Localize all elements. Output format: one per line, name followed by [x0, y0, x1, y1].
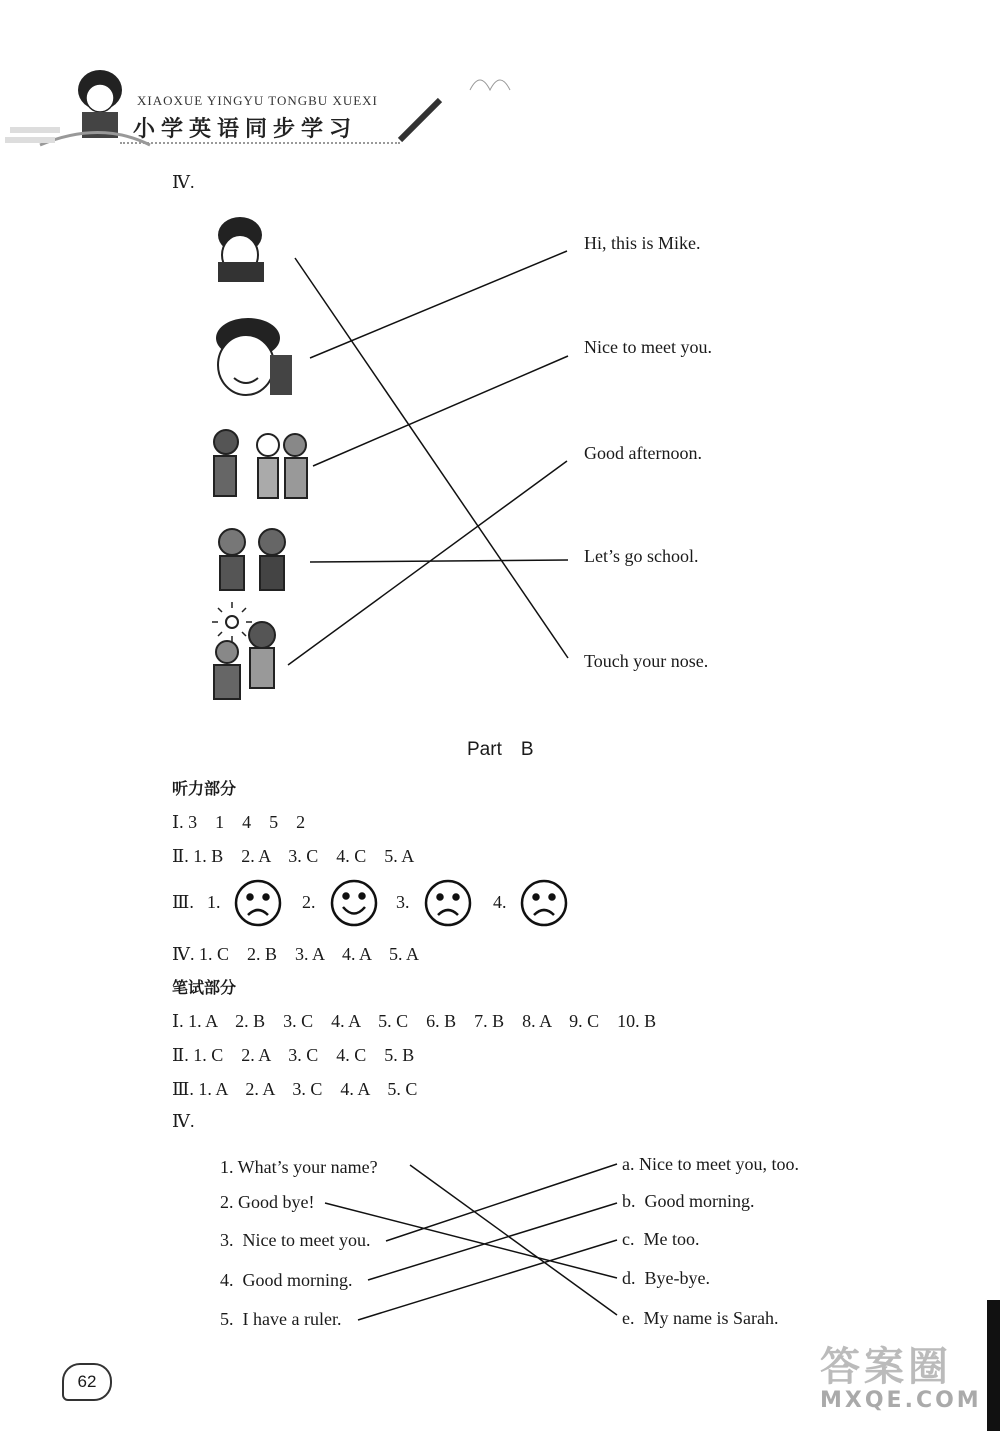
- sentence-3: Good afternoon.: [584, 443, 702, 463]
- written-heading: 笔试部分: [172, 978, 237, 997]
- question-1: 1. What’s your name?: [220, 1157, 378, 1177]
- response-a: a. Nice to meet you, too.: [622, 1154, 799, 1174]
- listening-answer-1: Ⅰ. 3 1 4 5 2: [172, 812, 306, 832]
- listening-answer-2: Ⅱ. 1. B 2. A 3. C 4. C 5. A: [172, 846, 415, 866]
- written-answer-3: Ⅲ. 1. A 2. A 3. C 4. A 5. C: [172, 1079, 418, 1099]
- sad-face-icon: [426, 881, 470, 925]
- response-b: b. Good morning.: [622, 1191, 755, 1211]
- faces-label: Ⅲ.: [172, 892, 194, 912]
- written-answer-2: Ⅱ. 1. C 2. A 3. C 4. C 5. B: [172, 1045, 415, 1065]
- response-e: e. My name is Sarah.: [622, 1308, 779, 1328]
- written-answer-1: Ⅰ. 1. A 2. B 3. C 4. A 5. C 6. B 7. B 8. A 9. C 10. B: [172, 1011, 657, 1031]
- sentence-1: Hi, this is Mike.: [584, 233, 701, 253]
- listening-heading: 听力部分: [172, 779, 237, 798]
- response-c: c. Me too.: [622, 1229, 700, 1249]
- page-edge-tab: [987, 1300, 1000, 1431]
- watermark-url: MXQE.COM: [820, 1388, 982, 1413]
- face-num-1: 1.: [207, 892, 221, 912]
- response-d: d. Bye-bye.: [622, 1268, 710, 1288]
- question-3: 3. Nice to meet you.: [220, 1230, 371, 1250]
- question-4: 4. Good morning.: [220, 1270, 353, 1290]
- face-num-3: 3.: [396, 892, 410, 912]
- section-label: Ⅳ.: [172, 172, 195, 192]
- listening-answer-4: Ⅳ. 1. C 2. B 3. A 4. A 5. A: [172, 944, 420, 964]
- sentence-2: Nice to meet you.: [584, 337, 712, 357]
- question-2: 2. Good bye!: [220, 1192, 315, 1212]
- sad-face-icon: [522, 881, 566, 925]
- face-num-4: 4.: [493, 892, 507, 912]
- sentence-4: Let’s go school.: [584, 546, 699, 566]
- part-title: Part B: [467, 739, 534, 760]
- sad-face-icon: [236, 881, 280, 925]
- happy-face-icon: [332, 881, 376, 925]
- question-5: 5. I have a ruler.: [220, 1309, 342, 1329]
- watermark-cn: 答案圈: [820, 1344, 952, 1390]
- watermark-logo: [820, 1335, 985, 1425]
- face-num-2: 2.: [302, 892, 316, 912]
- header-pinyin: XIAOXUE YINGYU TONGBU XUEXI: [137, 93, 378, 108]
- written-iv-label: Ⅳ.: [172, 1111, 195, 1131]
- page-number: 62: [62, 1363, 112, 1401]
- sentence-5: Touch your nose.: [584, 651, 709, 671]
- header-title: 小学英语同步学习: [133, 117, 358, 142]
